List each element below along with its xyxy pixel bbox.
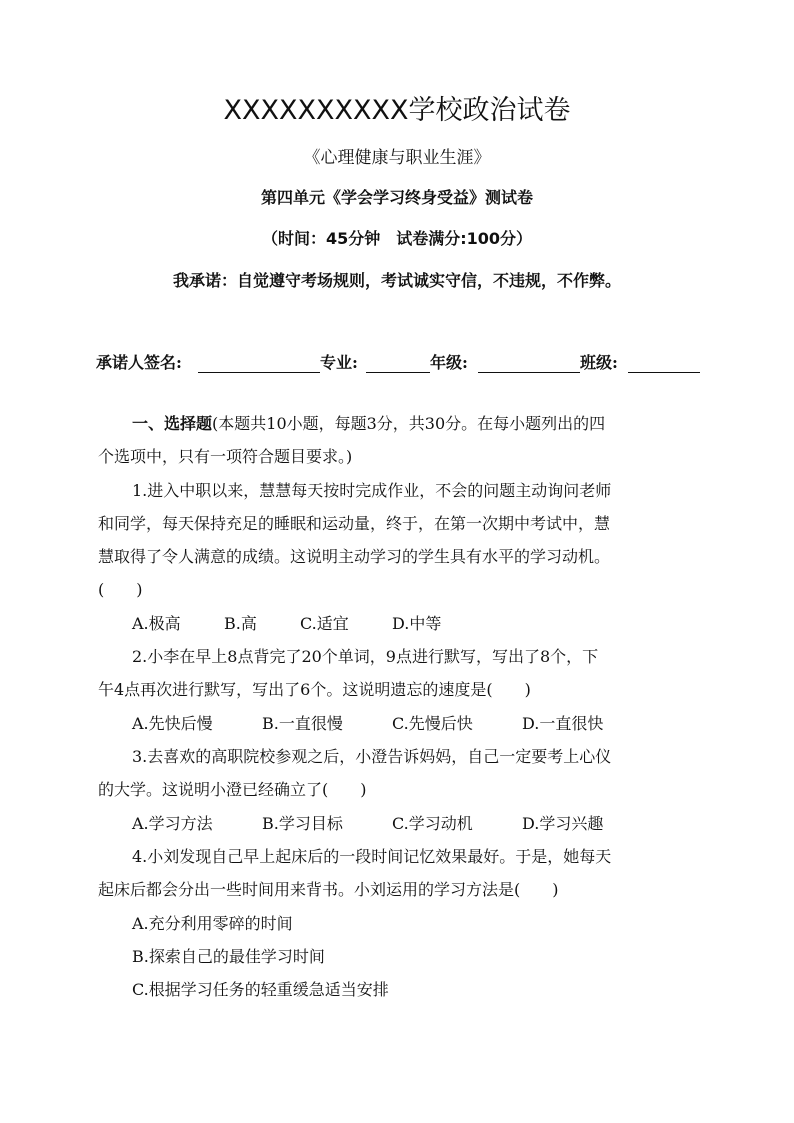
class-label: 班级: — [580, 353, 618, 372]
q2-option-a[interactable]: A.先快后慢 — [132, 714, 213, 733]
class-blank[interactable] — [628, 372, 700, 373]
major-label: 专业: — [320, 353, 358, 372]
q2-options — [132, 713, 736, 735]
honesty-promise: 我承诺：自觉遵守考场规则，考试诚实守信，不违规，不作弊。 — [172, 271, 621, 290]
q1-line2: 和同学，每天保持充足的睡眠和运动量，终于，在第一次期中考试中，慧 — [98, 514, 611, 533]
q1-line4: ( ) — [98, 580, 143, 599]
section1-intro-text: (本题共10小题，每题3分，共30分。在每小题列出的四 — [212, 414, 606, 433]
q4-option-c[interactable]: C.根据学习任务的轻重缓急适当安排 — [132, 980, 389, 999]
exam-title: XXXXXXXXXX学校政治试卷 — [223, 95, 571, 126]
q3-line2: 的大学。这说明小澄已经确立了( ) — [98, 780, 367, 799]
q1-line3: 慧取得了令人满意的成绩。这说明主动学习的学生具有水平的学习动机。 — [98, 547, 611, 566]
q1-line1: 1.进入中职以来，慧慧每天按时完成作业，不会的问题主动询问老师 — [132, 481, 612, 500]
q3-option-d[interactable]: D.学习兴趣 — [522, 814, 604, 833]
q1-option-a[interactable]: A.极高 — [132, 614, 181, 633]
q3-options — [132, 813, 736, 835]
course-subtitle: 《心理健康与职业生涯》 — [303, 148, 491, 168]
major-blank[interactable] — [366, 372, 430, 373]
q2-option-b[interactable]: B.一直很慢 — [262, 714, 343, 733]
q2-option-d[interactable]: D.一直很快 — [522, 714, 604, 733]
q1-options — [132, 613, 736, 635]
q2-line2: 午4点再次进行默写，写出了6个。这说明遗忘的速度是( ) — [98, 680, 531, 699]
q2-option-c[interactable]: C.先慢后快 — [392, 714, 473, 733]
q4-option-b[interactable]: B.探索自己的最佳学习时间 — [132, 947, 325, 966]
section1-intro-line2: 个选项中，只有一项符合题目要求。) — [98, 447, 353, 466]
unit-title: 第四单元《学会学习终身受益》测试卷 — [260, 188, 533, 207]
signer-blank[interactable] — [198, 372, 320, 373]
q1-option-b[interactable]: B.高 — [224, 614, 257, 633]
q4-line2: 起床后都会分出一些时间用来背书。小刘运用的学习方法是( ) — [98, 880, 559, 899]
q2-line1: 2.小李在早上8点背完了20个单词，9点进行默写，写出了8个，下 — [132, 647, 599, 666]
signature-row — [96, 352, 700, 376]
q3-option-b[interactable]: B.学习目标 — [262, 814, 343, 833]
signer-label: 承诺人签名: — [96, 353, 182, 372]
section1-heading: 一、选择题 — [132, 414, 213, 433]
q3-line1: 3.去喜欢的高职院校参观之后，小澄告诉妈妈，自己一定要考上心仪 — [132, 747, 612, 766]
q1-option-d[interactable]: D.中等 — [392, 614, 442, 633]
q3-option-a[interactable]: A.学习方法 — [132, 814, 213, 833]
grade-blank[interactable] — [478, 372, 580, 373]
q4-line1: 4.小刘发现自己早上起床后的一段时间记忆效果最好。于是，她每天 — [132, 847, 612, 866]
grade-label: 年级: — [430, 353, 468, 372]
q1-option-c[interactable]: C.适宜 — [300, 614, 349, 633]
q4-option-a[interactable]: A.充分利用零碎的时间 — [132, 914, 293, 933]
time-and-score: （时间：45分钟 试卷满分:100分） — [261, 229, 533, 248]
q3-option-c[interactable]: C.学习动机 — [392, 814, 473, 833]
section1-intro-line1 — [132, 413, 736, 435]
